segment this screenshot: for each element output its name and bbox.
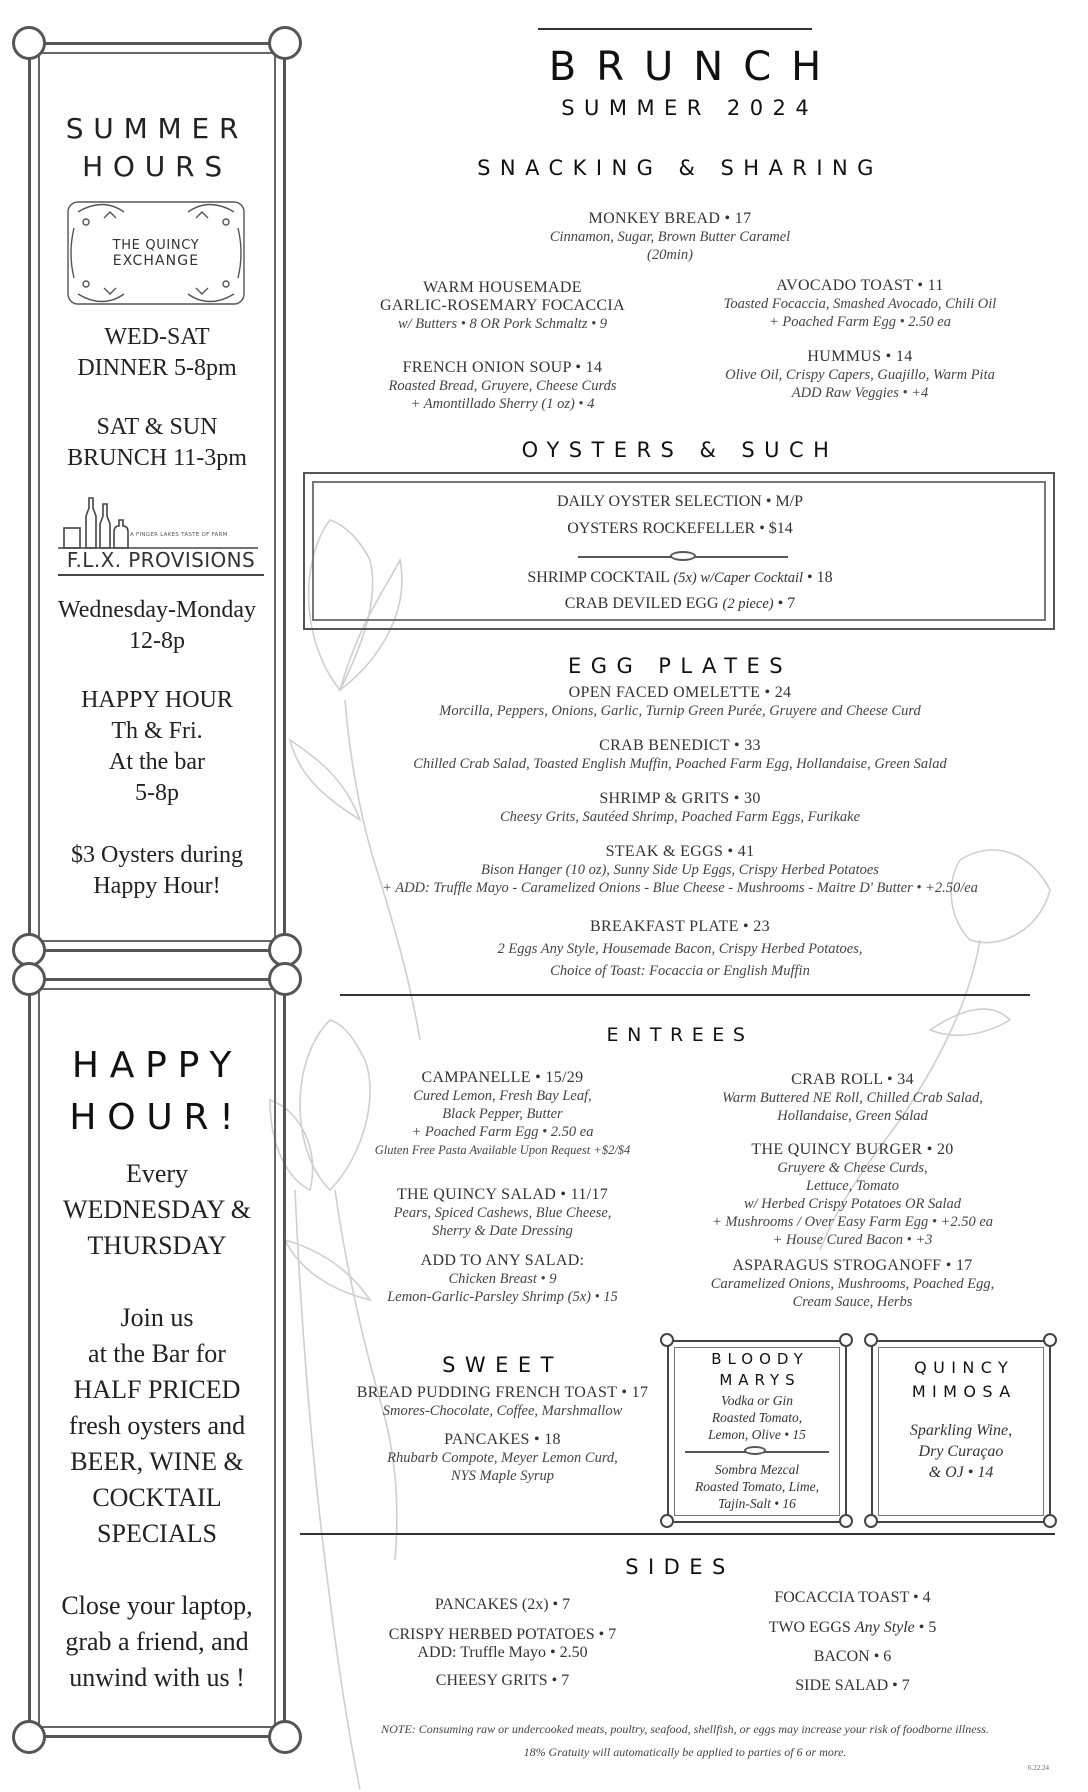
side-item-salad: SIDE SALAD • 7 — [795, 1677, 910, 1694]
item-desc: (5x) w/Caper Cocktail — [673, 570, 804, 586]
dinner-days: WED-SAT — [104, 324, 210, 350]
frame-corner — [1043, 1514, 1057, 1528]
bloody-marys-desc-2 — [667, 1461, 847, 1512]
menu-title: BRUNCH — [548, 44, 842, 90]
bloody-line: Sombra Mezcal — [714, 1462, 800, 1477]
frame-corner — [12, 962, 46, 996]
item-name: WARM HOUSEMADE — [423, 279, 582, 296]
section-heading-sweet: SWEET — [442, 1353, 563, 1377]
item-desc: + ADD: Truffle Mayo - Caramelized Onions - Blue Cheese - Mushrooms - Maitre D' Butter • +2.50/ea — [382, 880, 978, 896]
frame-corner — [839, 1514, 853, 1528]
item-price: • 7 — [777, 595, 796, 612]
item-desc: Pears, Spiced Cashews, Blue Cheese, — [393, 1205, 612, 1221]
bloody-marys-title — [667, 1349, 847, 1391]
hh-line: COCKTAIL — [92, 1483, 222, 1512]
item-desc: Chicken Breast • 9 — [448, 1271, 557, 1287]
happy-hour-summary — [40, 685, 274, 809]
frame-corner — [12, 26, 46, 60]
oyster-item-shrimp-cocktail — [330, 569, 1030, 587]
item-desc: Hollandaise, Green Salad — [777, 1108, 928, 1124]
item-price: • 5 — [918, 1619, 937, 1636]
side-item-potatoes — [330, 1626, 675, 1662]
oyster-promo — [40, 840, 274, 902]
frame-corner — [268, 26, 302, 60]
item-name: CRAB ROLL • 34 — [791, 1071, 914, 1088]
frame-corner — [12, 1720, 46, 1754]
logo-line-1: THE QUINCY — [112, 238, 200, 253]
flx-tagline: A FINGER LAKES TASTE OF FARM — [130, 532, 228, 538]
item-desc: (2 piece) — [722, 596, 774, 612]
item-name: SHRIMP & GRITS • 30 — [599, 790, 761, 807]
menu-item-omelette — [310, 684, 1050, 720]
item-name: MONKEY BREAD • 17 — [588, 210, 752, 227]
brunch-days: SAT & SUN — [96, 414, 218, 440]
item-name: ASPARAGUS STROGANOFF • 17 — [732, 1257, 973, 1274]
hh-line: Every — [125, 1159, 189, 1188]
item-desc: Cinnamon, Sugar, Brown Butter Caramel — [549, 229, 791, 245]
side-item-focaccia: FOCACCIA TOAST • 4 — [774, 1589, 931, 1606]
happy-hour-heading — [40, 1040, 274, 1144]
item-desc: (20min) — [647, 247, 693, 263]
item-name: STEAK & EGGS • 41 — [605, 843, 755, 860]
logo-line-2: EXCHANGE — [112, 253, 200, 269]
item-desc: Bison Hanger (10 oz), Sunny Side Up Eggs, Crispy Herbed Potatoes — [481, 862, 879, 878]
item-desc: Gruyere & Cheese Curds, — [777, 1160, 928, 1176]
mimosa-line: & OJ • 14 — [928, 1464, 994, 1481]
side-item-grits: CHEESY GRITS • 7 — [435, 1672, 570, 1689]
side-item-eggs — [680, 1619, 1025, 1637]
menu-item-focaccia — [330, 279, 675, 333]
item-desc: Roasted Bread, Gruyere, Cheese Curds — [388, 378, 617, 394]
flx-hours — [40, 595, 274, 657]
bloody-line: Roasted Tomato, Lime, — [694, 1479, 819, 1494]
section-heading-entrees: ENTREES — [606, 1024, 754, 1046]
item-name: GARLIC-ROSEMARY FOCACCIA — [380, 297, 625, 314]
frame-corner — [268, 962, 302, 996]
item-desc: w/ Herbed Crispy Potatoes OR Salad — [743, 1196, 962, 1212]
brunch-time: BRUNCH 11-3pm — [67, 445, 247, 471]
quincy-logo-text — [64, 238, 248, 269]
menu-item-shrimp-grits — [310, 790, 1050, 826]
hh-line: Join us — [120, 1303, 194, 1332]
hh-line: WEDNESDAY & — [62, 1195, 252, 1224]
item-desc: Smores-Chocolate, Coffee, Marshmallow — [382, 1403, 623, 1419]
item-desc: Lettuce, Tomato — [806, 1178, 899, 1194]
item-name: THE QUINCY BURGER • 20 — [751, 1141, 954, 1158]
mimosa-line: Sparkling Wine, — [909, 1422, 1013, 1439]
item-desc: Morcilla, Peppers, Onions, Garlic, Turnip Green Purée, Gruyere and Cheese Curd — [439, 703, 921, 719]
bloody-line: Vodka or Gin — [721, 1393, 793, 1408]
menu-item-french-toast — [320, 1384, 685, 1420]
oyster-promo-1: $3 Oysters during — [71, 842, 243, 868]
oyster-promo-2: Happy Hour! — [93, 873, 221, 899]
summer-hours-title-2: HOURS — [82, 150, 232, 183]
header-rule-top — [538, 28, 812, 30]
bloody-marys-desc-1 — [667, 1392, 847, 1443]
mimosa-title-2: MIMOSA — [911, 1382, 1017, 1401]
oyster-item-deviled-egg — [330, 595, 1030, 613]
menu-item-breakfast-plate — [310, 916, 1050, 982]
item-desc: ADD Raw Veggies • +4 — [791, 385, 929, 401]
dinner-time: DINNER 5-8pm — [77, 355, 237, 381]
hh-summary-1: HAPPY HOUR — [81, 687, 233, 713]
mimosa-line: Dry Curaçao — [918, 1443, 1004, 1460]
menu-subtitle: SUMMER 2024 — [561, 96, 819, 120]
frame-corner — [1043, 1333, 1057, 1347]
bloody-title-2: MARYS — [719, 1371, 801, 1389]
bloody-line: Tajin-Salt • 16 — [718, 1496, 796, 1511]
side-item-bacon: BACON • 6 — [813, 1648, 892, 1665]
hh-summary-3: At the bar — [109, 749, 205, 775]
summer-hours-title-1: SUMMER — [65, 112, 249, 145]
flx-time: 12-8p — [129, 628, 185, 654]
menu-item-avocado-toast — [680, 277, 1040, 331]
hh-line: SPECIALS — [97, 1519, 217, 1548]
item-name: BREAD PUDDING FRENCH TOAST • 17 — [356, 1384, 649, 1401]
item-name: CRAB BENEDICT • 33 — [599, 737, 761, 754]
item-desc: + Poached Farm Egg • 2.50 ea — [769, 314, 951, 330]
item-desc: 2 Eggs Any Style, Housemade Bacon, Crispy Herbed Potatoes, — [497, 941, 863, 957]
item-desc: + Mushrooms / Over Easy Farm Egg • +2.50 ea — [711, 1214, 994, 1230]
menu-item-hummus — [680, 348, 1040, 402]
item-desc: Cheesy Grits, Sautéed Shrimp, Poached Farm Eggs, Furikake — [499, 809, 860, 825]
item-desc: Cured Lemon, Fresh Bay Leaf, — [413, 1088, 592, 1104]
frame-corner — [660, 1333, 674, 1347]
item-name: ADD TO ANY SALAD: — [420, 1252, 585, 1269]
footer-note: NOTE: Consuming raw or undercooked meats, poultry, seafood, shellfish, or eggs may increase your risk of foodborne illness. — [381, 1722, 989, 1736]
menu-item-monkey-bread — [470, 210, 870, 264]
item-name: CAMPANELLE • 15/29 — [421, 1069, 584, 1086]
quincy-mimosa-desc — [871, 1420, 1051, 1483]
flourish-divider-knot — [670, 551, 696, 561]
menu-item-stroganoff — [680, 1257, 1025, 1311]
item-name: CRAB DEVILED EGG — [564, 595, 719, 612]
flx-days: Wednesday-Monday — [57, 597, 256, 623]
item-desc: Toasted Focaccia, Smashed Avocado, Chili Oil — [723, 296, 997, 312]
section-heading-sides: SIDES — [625, 1555, 735, 1579]
frame-corner — [839, 1333, 853, 1347]
frame-corner — [864, 1333, 878, 1347]
frame-corner — [864, 1514, 878, 1528]
item-desc: + Poached Farm Egg • 2.50 ea — [411, 1124, 594, 1140]
summer-hours-content — [40, 110, 274, 186]
item-desc: w/ Butters • 8 OR Pork Schmaltz • 9 — [397, 316, 608, 332]
item-name: BREAKFAST PLATE • 23 — [590, 918, 770, 935]
hh-line — [40, 1552, 274, 1588]
menu-item-crab-benedict — [310, 737, 1050, 773]
item-name: HUMMUS • 14 — [807, 348, 913, 365]
item-desc: Black Pepper, Butter — [442, 1106, 563, 1122]
happy-hour-details — [40, 1156, 274, 1696]
item-desc: Any Style — [854, 1619, 915, 1636]
section-heading-eggs: EGG PLATES — [568, 654, 792, 678]
item-desc: Choice of Toast: Focaccia or English Muffin — [550, 963, 810, 979]
mimosa-title-1: QUINCY — [914, 1358, 1015, 1377]
menu-item-onion-soup — [330, 359, 675, 413]
hh-summary-4: 5-8p — [135, 780, 179, 806]
bloody-title-1: BLOODY — [711, 1350, 809, 1368]
item-desc: NYS Maple Syrup — [450, 1468, 555, 1484]
item-desc: Sherry & Date Dressing — [432, 1223, 573, 1239]
oyster-item-daily: DAILY OYSTER SELECTION • M/P — [556, 493, 804, 510]
flx-bottles-icon — [58, 494, 258, 550]
item-desc: Lemon-Garlic-Parsley Shrimp (5x) • 15 — [387, 1289, 618, 1305]
hh-line: BEER, WINE & — [70, 1447, 244, 1476]
hh-line: THURSDAY — [87, 1231, 227, 1260]
item-desc: Cream Sauce, Herbs — [792, 1294, 913, 1310]
sides-divider — [300, 1533, 1055, 1535]
item-desc: Olive Oil, Crispy Capers, Guajillo, Warm Pita — [725, 367, 995, 383]
menu-item-quincy-burger — [680, 1141, 1025, 1249]
quincy-mimosa-title — [871, 1356, 1051, 1404]
hh-line: fresh oysters and — [68, 1411, 246, 1440]
dinner-hours — [40, 322, 274, 384]
oyster-item-rockefeller: OYSTERS ROCKEFELLER • $14 — [567, 520, 793, 537]
menu-item-add-salad — [330, 1252, 675, 1306]
happy-hour-title-1: HAPPY — [71, 1045, 243, 1086]
menu-item-quincy-salad — [330, 1186, 675, 1240]
item-name: CRISPY HERBED POTATOES • 7 — [388, 1626, 617, 1643]
item-name: FRENCH ONION SOUP • 14 — [402, 359, 603, 376]
footer-gratuity: 18% Gratuity will automatically be applied to parties of 6 or more. — [523, 1745, 847, 1759]
item-name: THE QUINCY SALAD • 11/17 — [396, 1186, 609, 1203]
bloody-line: Lemon, Olive • 15 — [708, 1427, 806, 1442]
item-desc: Caramelized Onions, Mushrooms, Poached Egg, — [710, 1276, 995, 1292]
item-desc: Warm Buttered NE Roll, Chilled Crab Salad, — [722, 1090, 983, 1106]
item-desc: + Amontillado Sherry (1 oz) • 4 — [410, 396, 595, 412]
item-desc: ADD: Truffle Mayo • 2.50 — [417, 1644, 588, 1661]
hh-line: unwind with us ! — [69, 1663, 245, 1692]
menu-item-campanelle — [330, 1069, 675, 1159]
brunch-hours — [40, 412, 274, 474]
frame-corner — [660, 1514, 674, 1528]
item-name: TWO EGGS — [768, 1619, 851, 1636]
hh-line: grab a friend, and — [65, 1627, 249, 1656]
section-heading-oysters: OYSTERS & SUCH — [521, 438, 839, 462]
section-heading-snacking: SNACKING & SHARING — [477, 156, 883, 180]
item-price: • 18 — [807, 569, 833, 586]
hh-line: HALF PRICED — [73, 1375, 241, 1404]
side-item-pancakes: PANCAKES (2x) • 7 — [434, 1596, 571, 1613]
menu-item-crab-roll — [680, 1071, 1025, 1125]
hh-line — [40, 1264, 274, 1300]
item-name: OPEN FACED OMELETTE • 24 — [568, 684, 792, 701]
hh-summary-2: Th & Fri. — [111, 718, 203, 744]
bloody-divider-knot — [744, 1446, 766, 1455]
bloody-line: Roasted Tomato, — [711, 1410, 803, 1425]
item-name: AVOCADO TOAST • 11 — [776, 277, 944, 294]
menu-item-pancakes — [320, 1431, 685, 1485]
hh-line: Close your laptop, — [61, 1591, 253, 1620]
eggs-divider — [340, 994, 1030, 996]
item-desc: Chilled Crab Salad, Toasted English Muffin, Poached Farm Egg, Hollandaise, Green Salad — [413, 756, 947, 772]
item-desc: + House Cured Bacon • +3 — [772, 1232, 933, 1248]
happy-hour-title-2: HOUR! — [69, 1097, 245, 1138]
flx-name: F.L.X. PROVISIONS — [58, 548, 264, 576]
item-desc: Rhubarb Compote, Meyer Lemon Curd, — [387, 1450, 618, 1466]
menu-item-steak-eggs — [300, 843, 1060, 897]
hh-line: at the Bar for — [88, 1339, 226, 1368]
footer-date: 6.22.24 — [1028, 1764, 1049, 1772]
item-name: SHRIMP COCKTAIL — [527, 569, 670, 586]
item-desc: Gluten Free Pasta Available Upon Request +$2/$4 — [374, 1143, 631, 1157]
item-name: PANCAKES • 18 — [444, 1431, 561, 1448]
